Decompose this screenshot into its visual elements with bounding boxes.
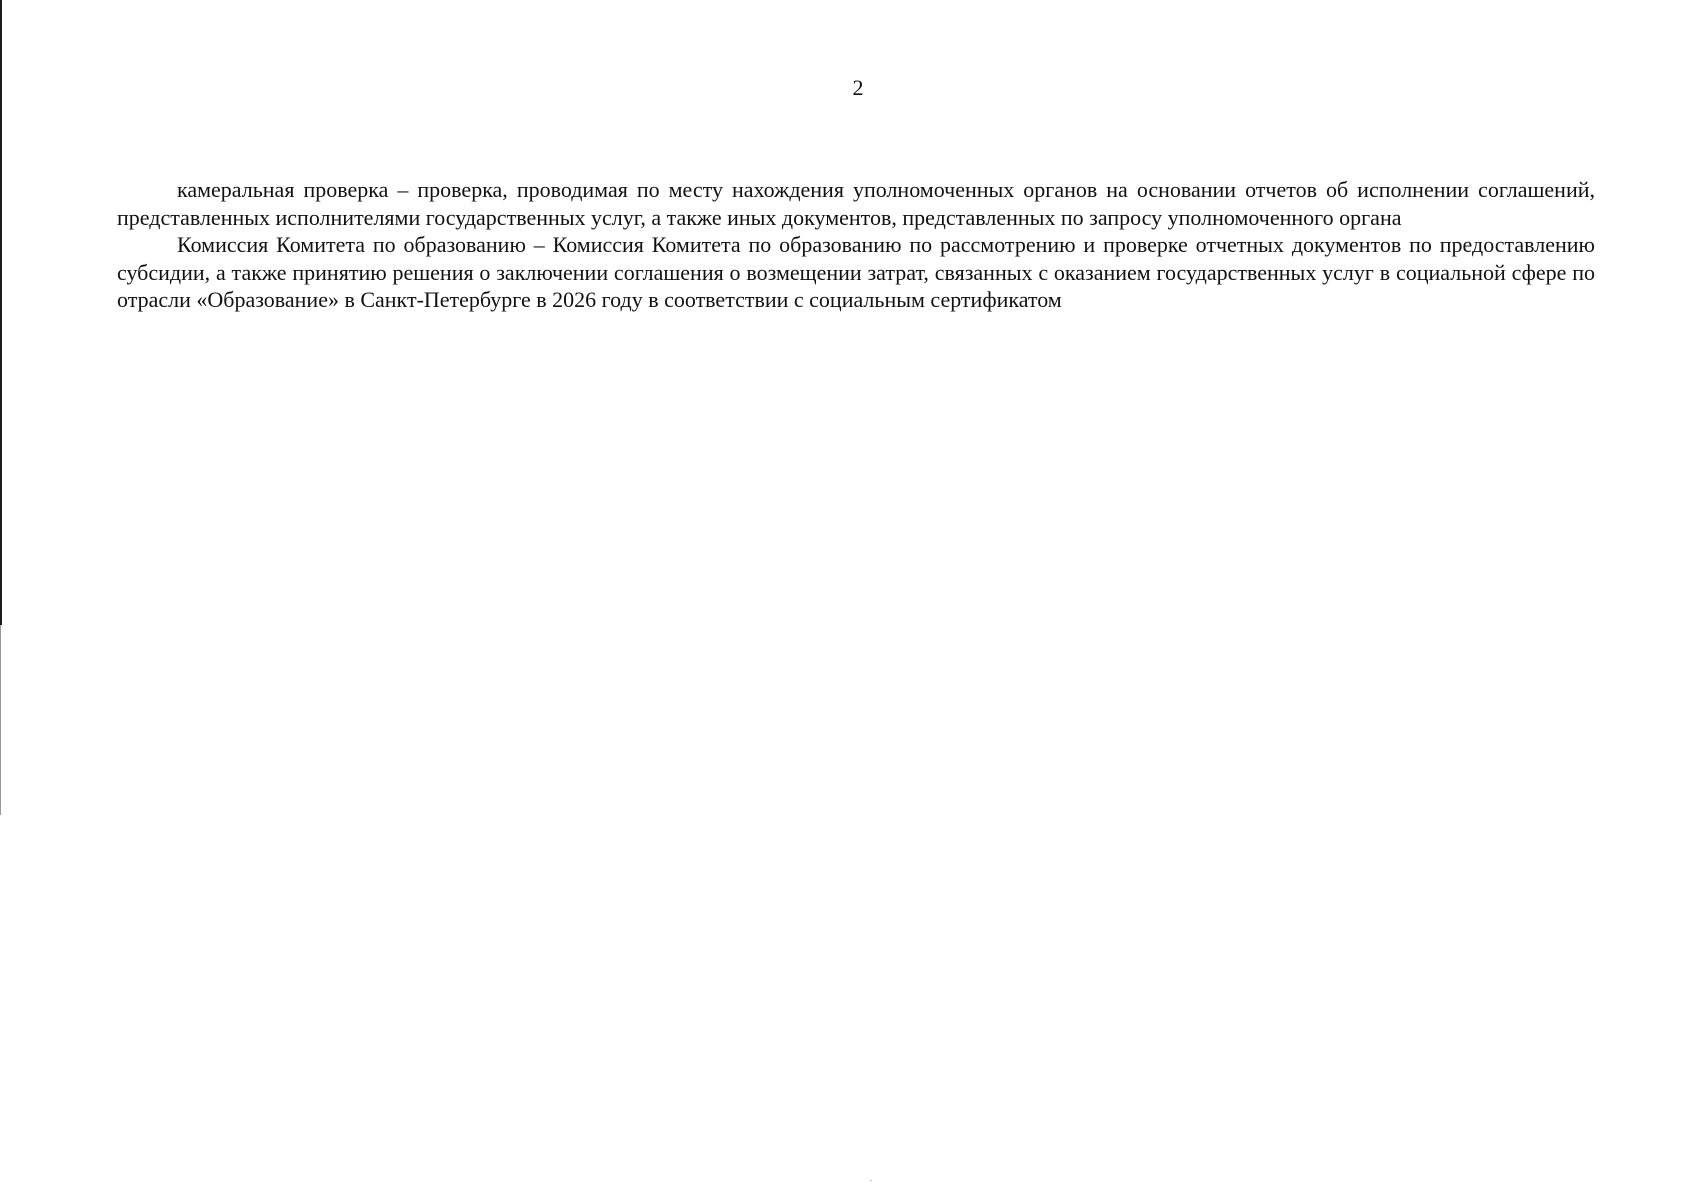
scan-edge-line-faint [0,625,1,815]
paragraph-desk-audit-definition: камеральная проверка – проверка, проводимая по месту нахождения уполномоченных органов на основании отчетов об исполнении соглашений, представленных исполнителями государственных услуг, а также иных документов, представленных по запросу уполномоченного органа [117,177,1595,230]
paragraph-commission-definition: Комиссия Комитета по образованию – Комиссия Комитета по образованию по рассмотрению и проверке отчетных документов по предоставлению субсидии, а также принятию решения о заключении соглашения о возмещении затрат, связанных с оказанием государственных услуг в социальной сфере по отрасли «Образование» в Санкт-Петербурге в 2026 году в соответствии с социальным сертификатом [117,232,1595,312]
document-body [117,176,1595,314]
scan-speck [870,1180,872,1181]
page-number: 2 [852,75,864,100]
